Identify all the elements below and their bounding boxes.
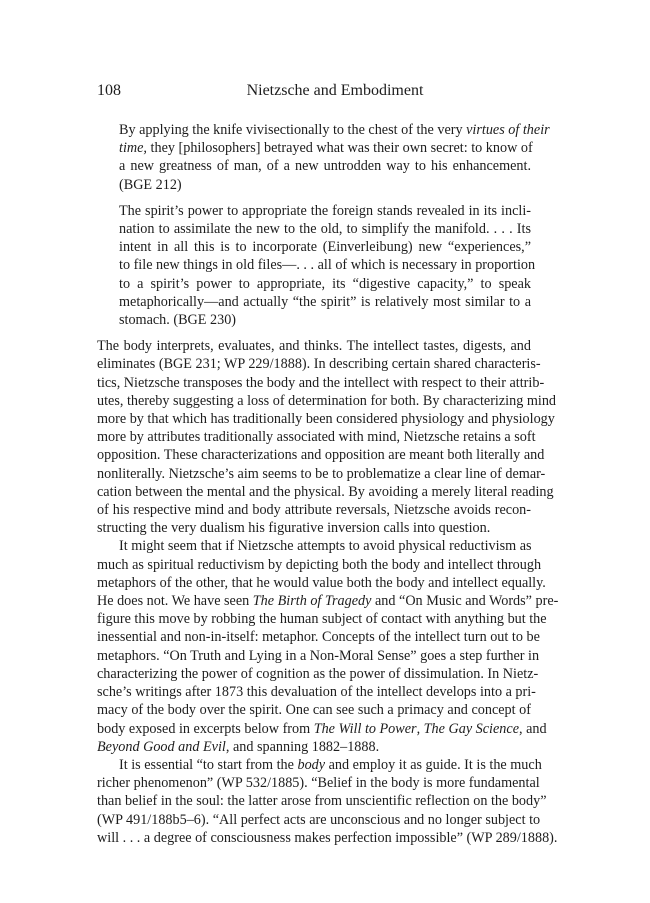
- text-line: (BGE 212): [119, 176, 182, 193]
- text-line: cation between the mental and the physical. By avoiding a merely literal reading: [97, 483, 554, 500]
- text-line: tics, Nietzsche transposes the body and the intellect with respect to their attrib-: [97, 374, 545, 391]
- text-line: richer phenomenon” (WP 532/1885). “Belief in the body is more fundamental: [97, 775, 540, 792]
- text-line: intent in all this is to incorporate (Einverleibung) new “experiences,”: [119, 239, 531, 256]
- paragraph-start-from-body: [97, 756, 558, 847]
- text-line: He does not. We have seen The Birth of Tragedy and “On Music and Words” pre-: [97, 593, 559, 610]
- text-line: of his respective mind and body attribute reversals, Nietzsche avoids recon-: [97, 502, 531, 519]
- text-line: macy of the body over the spirit. One can see such a primacy and concept of: [97, 702, 531, 719]
- text-line: Beyond Good and Evil, and spanning 1882–1888.: [97, 738, 380, 755]
- text-line: The spirit’s power to appropriate the foreign stands revealed in its incli-: [119, 202, 531, 219]
- text-line: (WP 491/188b5–6). “All perfect acts are unconscious and no longer subject to: [97, 811, 541, 828]
- text-line: It is essential “to start from the body and employ it as guide. It is the much: [119, 756, 542, 773]
- text-line: more by attributes traditionally associated with mind, Nietzsche retains a soft: [97, 429, 536, 446]
- text-line: stomach. (BGE 230): [119, 312, 237, 329]
- running-head: Nietzsche and Embodiment: [246, 82, 424, 99]
- paragraph-physical-reductivism: [97, 537, 559, 755]
- text-line: figure this move by robbing the human subject of contact with anything but the: [97, 611, 547, 628]
- text-line: time, they [philosophers] betrayed what was their own secret: to know of: [119, 140, 533, 157]
- text-line: a new greatness of man, of a new untrodden way to his enhancement.: [119, 158, 531, 175]
- text-line: The body interprets, evaluates, and thinks. The intellect tastes, digests, and: [97, 338, 531, 355]
- text-line: inessential and non-in-itself: metaphor. Concepts of the intellect turn out to be: [97, 629, 540, 646]
- text-line: more by that which has traditionally been considered physiology and physiology: [97, 411, 555, 428]
- text-line: utes, thereby suggesting a loss of determination for both. By characterizing mind: [97, 392, 557, 409]
- text-line: nonliterally. Nietzsche’s aim seems to be to problematize a clear line of demar-: [97, 465, 546, 482]
- text-line: opposition. These characterizations and opposition are meant both literally and: [97, 447, 545, 464]
- text-line: metaphors of the other, that he would value both the body and intellect equally.: [97, 574, 546, 591]
- text-line: will . . . a degree of consciousness makes perfection impossible” (WP 289/1888).: [97, 829, 558, 846]
- block-quote-bge-230: [119, 202, 536, 329]
- page-header: [97, 82, 553, 104]
- text-line: to file new things in old files—. . . all of which is necessary in proportion: [119, 257, 536, 274]
- text-line: sche’s writings after 1873 this devaluation of the intellect develops into a pri-: [97, 684, 536, 701]
- text-line: much as spiritual reductivism by depicting both the body and intellect through: [97, 556, 542, 573]
- text-line: It might seem that if Nietzsche attempts to avoid physical reductivism as: [119, 538, 532, 555]
- text-line: metaphors. “On Truth and Lying in a Non-Moral Sense” goes a step further in: [97, 647, 540, 664]
- text-line: body exposed in excerpts below from The Will to Power, The Gay Science, and: [97, 720, 547, 737]
- page-number: 108: [97, 82, 121, 99]
- text-line: eliminates (BGE 231; WP 229/1888). In describing certain shared characteris-: [97, 356, 541, 373]
- paragraph-body-interprets: [97, 337, 557, 537]
- text-line: than belief in the soul: the latter arose from unscientific reflection on the body”: [97, 793, 547, 810]
- text-line: to a spirit’s power to appropriate, its “digestive capacity,” to speak: [119, 275, 531, 292]
- body-text: [97, 121, 559, 847]
- text-line: By applying the knife vivisectionally to the chest of the very virtues of their: [119, 122, 550, 138]
- text-line: metaphorically—and actually “the spirit” is relatively most similar to a: [119, 293, 531, 310]
- block-quote-bge-212: [119, 121, 550, 194]
- text-line: nation to assimilate the new to the old, to simplify the manifold. . . . Its: [119, 221, 531, 238]
- text-line: structing the very dualism his figurative inversion calls into question.: [97, 520, 491, 537]
- text-line: characterizing the power of cognition as the power of dissimulation. In Nietz-: [97, 665, 539, 682]
